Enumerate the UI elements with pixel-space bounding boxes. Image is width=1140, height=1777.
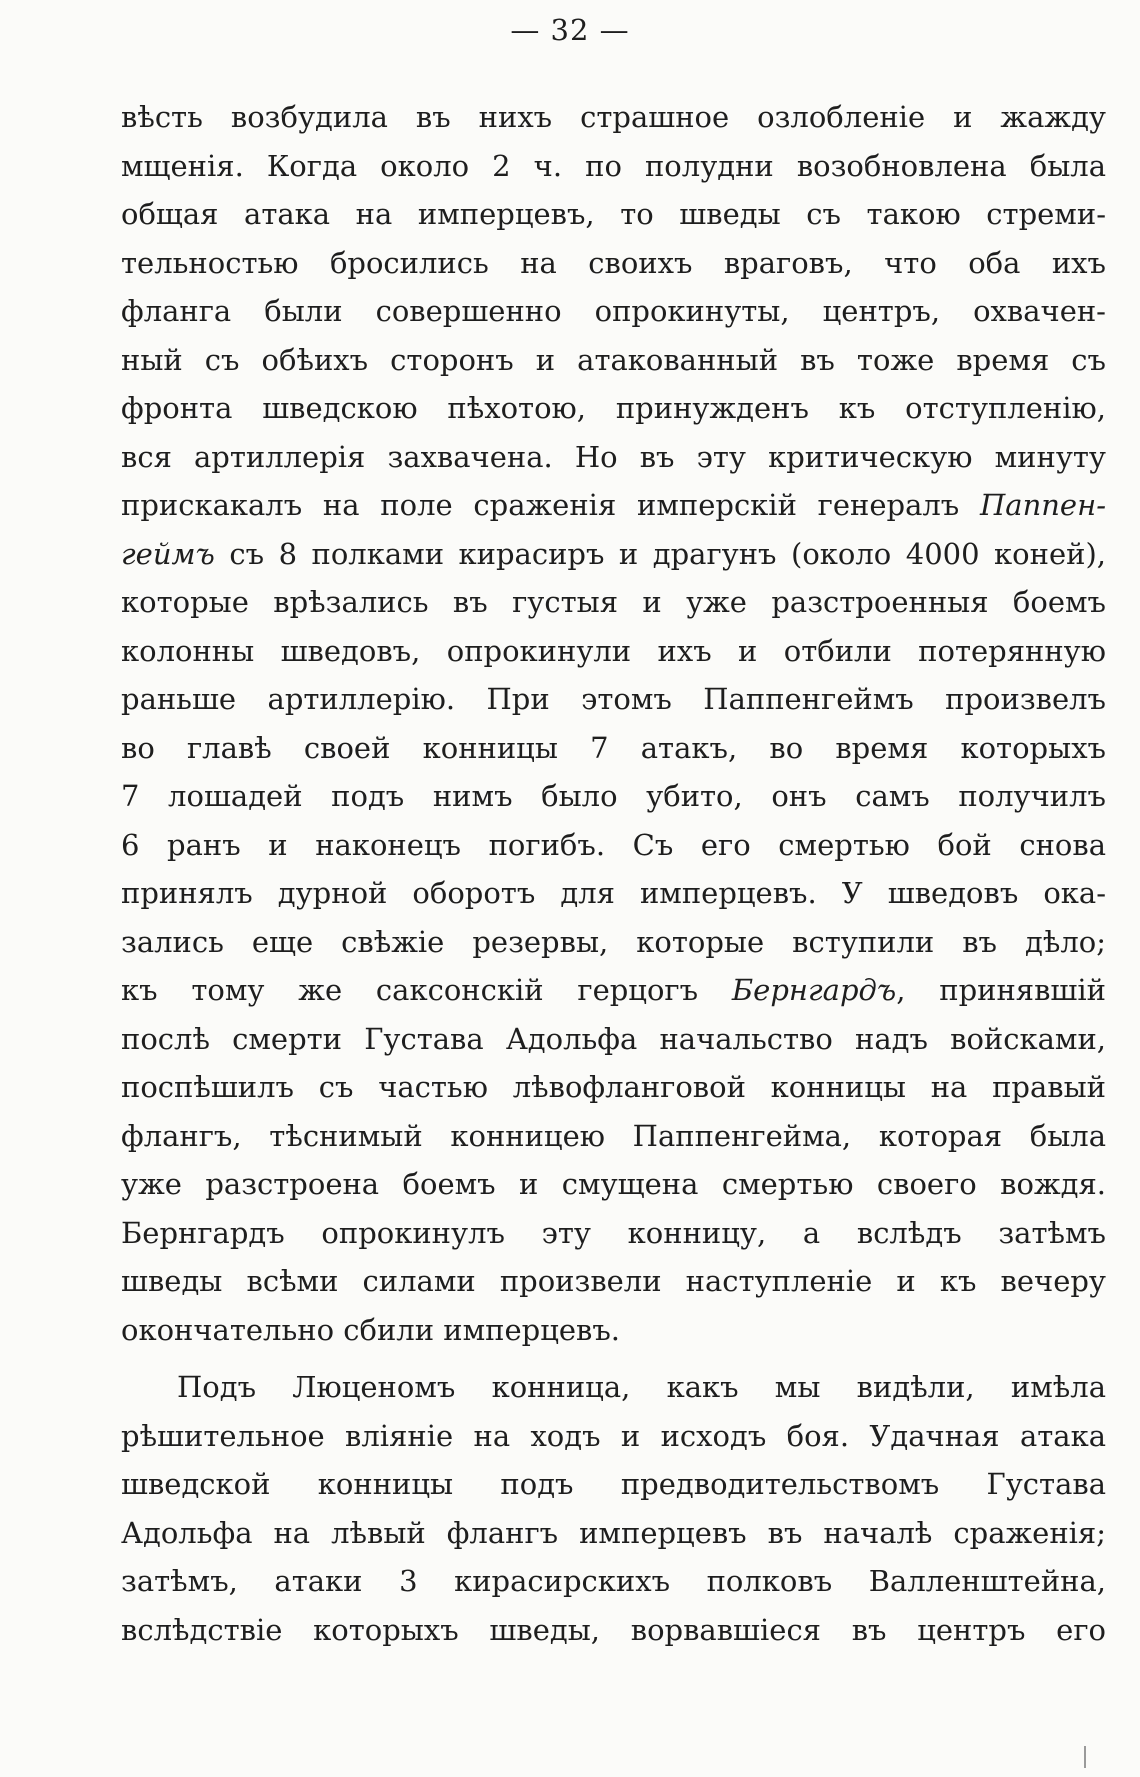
text-line: тельностью бросились на своихъ враговъ, что оба ихъ <box>121 245 1106 280</box>
text-line: геймъ съ 8 полками кирасиръ и драгунъ (около 4000 коней), <box>121 536 1106 571</box>
italic-name: Паппен- <box>980 488 1106 522</box>
italic-name: Бернгардъ <box>731 973 897 1007</box>
paragraph <box>121 1363 1106 1654</box>
text-line: 7 лошадей подъ нимъ было убито, онъ самъ получилъ <box>121 779 1106 813</box>
text-line: вѣсть возбудила въ нихъ страшное озлобленіе и жажду <box>121 100 1106 134</box>
text-line: 6 ранъ и наконецъ погибъ. Съ его смертью бой снова <box>121 827 1106 862</box>
text-line: шведы всѣми силами произвели наступленіе и къ вечеру <box>121 1264 1106 1298</box>
text-line: послѣ смерти Густава Адольфа начальство надъ войсками, <box>121 1021 1106 1056</box>
text-line: ный съ обѣихъ сторонъ и атакованный въ тоже время съ <box>121 342 1106 377</box>
text-line: Адольфа на лѣвый флангъ имперцевъ въ началѣ сраженія; <box>121 1515 1106 1550</box>
text-line: уже разстроена боемъ и смущена смертью своего вождя. <box>121 1167 1106 1201</box>
text-line: флангъ, тѣснимый конницею Паппенгейма, которая была <box>121 1118 1106 1153</box>
text-line: которые врѣзались въ густыя и уже разстроенныя боемъ <box>121 585 1106 619</box>
text-line: вслѣдствіе которыхъ шведы, ворвавшіеся въ центръ его <box>121 1612 1106 1647</box>
text-line: Подъ Люценомъ конница, какъ мы видѣли, имѣла <box>177 1370 1106 1404</box>
text-line: затѣмъ, атаки 3 кирасирскихъ полковъ Валленштейна, <box>121 1564 1106 1598</box>
scan-margin-mark <box>1084 1746 1086 1768</box>
text-line: поспѣшилъ съ частью лѣвофланговой конницы на правый <box>121 1070 1106 1104</box>
text-line: общая атака на имперцевъ, то шведы съ такою стреми- <box>121 197 1106 231</box>
page-number: — 32 — <box>510 13 630 47</box>
body-text <box>121 93 1106 1654</box>
text-line: во главѣ своей конницы 7 атакъ, во время которыхъ <box>121 730 1106 765</box>
paragraph-gap <box>121 1354 1106 1363</box>
italic-name: геймъ <box>121 536 215 571</box>
text-line: рѣшительное вліяніе на ходъ и исходъ боя. Удачная атака <box>121 1418 1106 1453</box>
text-line: прискакалъ на поле сраженія имперскій генералъ Паппен- <box>121 488 1106 522</box>
text-line: вся артиллерія захвачена. Но въ эту критическую минуту <box>121 439 1106 474</box>
paragraph <box>121 93 1106 1354</box>
text-line: окончательно сбили имперцевъ. <box>121 1312 621 1347</box>
text-line: зались еще свѣжіе резервы, которые вступили въ дѣло; <box>121 924 1106 959</box>
text-line: къ тому же саксонскій герцогъ Бернгардъ, принявшій <box>121 973 1106 1007</box>
text-line: колонны шведовъ, опрокинули ихъ и отбили потерянную <box>121 633 1106 668</box>
text-line: фланга были совершенно опрокинуты, центръ, охвачен- <box>121 294 1106 328</box>
text-line: Бернгардъ опрокинулъ эту конницу, а вслѣдъ затѣмъ <box>121 1215 1106 1250</box>
text-line: шведской конницы подъ предводительствомъ Густава <box>121 1467 1106 1501</box>
text-line: мщенія. Когда около 2 ч. по полудни возобновлена была <box>121 148 1106 183</box>
text-line: раньше артиллерію. При этомъ Паппенгеймъ произвелъ <box>121 682 1106 716</box>
text-line: принялъ дурной оборотъ для имперцевъ. У шведовъ ока- <box>121 876 1106 910</box>
text-line: фронта шведскою пѣхотою, принужденъ къ отступленію, <box>121 391 1106 425</box>
